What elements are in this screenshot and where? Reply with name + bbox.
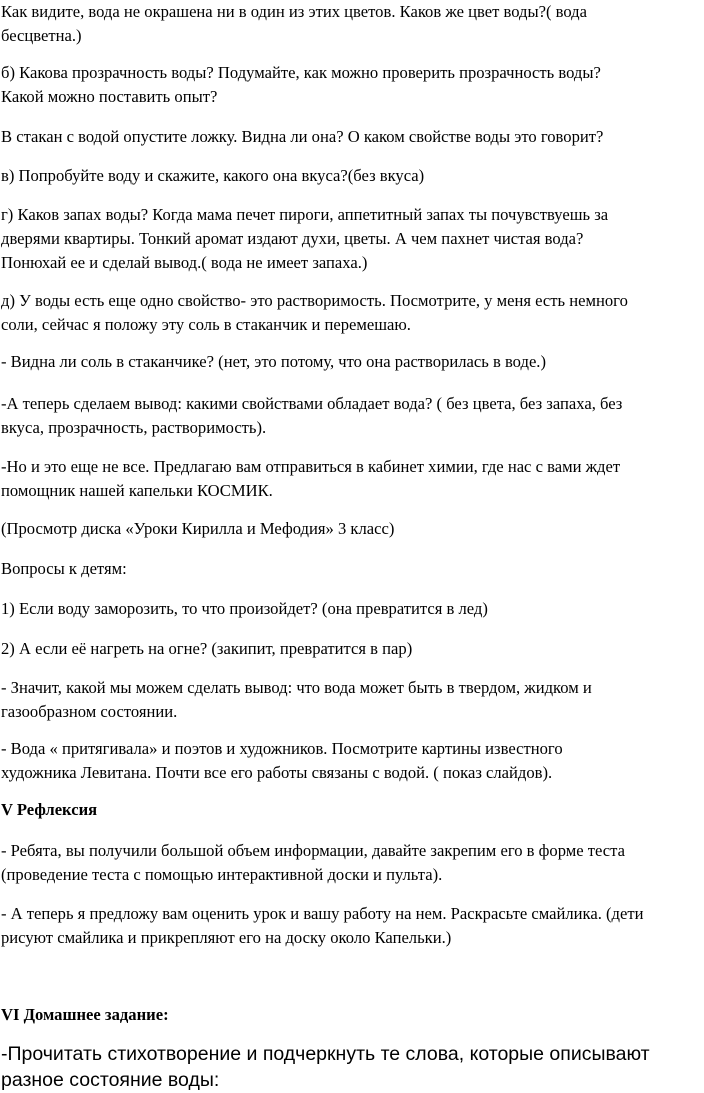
paragraph-homework-task: -Прочитать стихотворение и подчеркнуть те слова, которые описывают разное состояние воды:	[1, 1043, 650, 1091]
paragraph-states: - Значит, какой мы можем сделать вывод: что вода может быть в твердом, жидком и газообразном состоянии.	[1, 678, 592, 721]
paragraph-chemistry-cabinet: -Но и это еще не все. Предлагаю вам отправиться в кабинет химии, где нас с вами ждет помощник нашей капельки КОСМИК.	[1, 457, 621, 500]
paragraph-test: - Ребята, вы получили большой объем информации, давайте закрепим его в форме теста (проведение теста с помощью интерактивной доски и пульта).	[1, 841, 625, 884]
paragraph-question-freeze: 1) Если воду заморозить, то что произойдет? (она превратится в лед)	[1, 599, 488, 618]
paragraph-water-color: Как видите, вода не окрашена ни в один из этих цветов. Каков же цвет воды?( вода бесцветна.)	[1, 2, 587, 45]
paragraph-disc: (Просмотр диска «Уроки Кирилла и Мефодия» 3 класс)	[1, 519, 395, 538]
paragraph-solubility: д) У воды есть еще одно свойство- это растворимость. Посмотрите, у меня есть немного соли, сейчас я положу эту соль в стаканчик и перемешаю.	[1, 291, 628, 334]
paragraph-questions-title: Вопросы к детям:	[1, 559, 127, 578]
paragraph-smell: г) Каков запах воды? Когда мама печет пироги, аппетитный запах ты почувствуешь за дверями квартиры. Тонкий аромат издают духи, цветы. А чем пахнет чистая вода? Понюхай ее и сделай вывод.( вода не имеет запаха.)	[1, 205, 609, 272]
paragraph-taste: в) Попробуйте воду и скажите, какого она вкуса?(без вкуса)	[1, 166, 425, 185]
paragraph-conclusion: -А теперь сделаем вывод: какими свойствами обладает вода? ( без цвета, без запаха, без вкуса, прозрачность, растворимость).	[1, 394, 623, 437]
paragraph-levitan: - Вода « притягивала» и поэтов и художников. Посмотрите картины известного художника Левитана. Почти все его работы связаны с водой. ( показ слайдов).	[1, 739, 563, 782]
paragraph-salt-question: - Видна ли соль в стаканчике? (нет, это потому, что она растворилась в воде.)	[1, 352, 546, 371]
paragraph-question-heat: 2) А если её нагреть на огне? (закипит, превратится в пар)	[1, 639, 413, 658]
heading-reflection: V Рефлексия	[1, 800, 98, 819]
paragraph-smiley: - А теперь я предложу вам оценить урок и вашу работу на нем. Раскрасьте смайлика. (дети рисуют смайлика и прикрепляют его на доску около Капельки.)	[1, 904, 644, 947]
paragraph-spoon: В стакан с водой опустите ложку. Видна ли она? О каком свойстве воды это говорит?	[1, 127, 604, 146]
paragraph-transparency: б) Какова прозрачность воды? Подумайте, как можно проверить прозрачность воды? Какой можно поставить опыт?	[1, 63, 601, 106]
heading-homework: VI Домашнее задание:	[1, 1005, 169, 1024]
